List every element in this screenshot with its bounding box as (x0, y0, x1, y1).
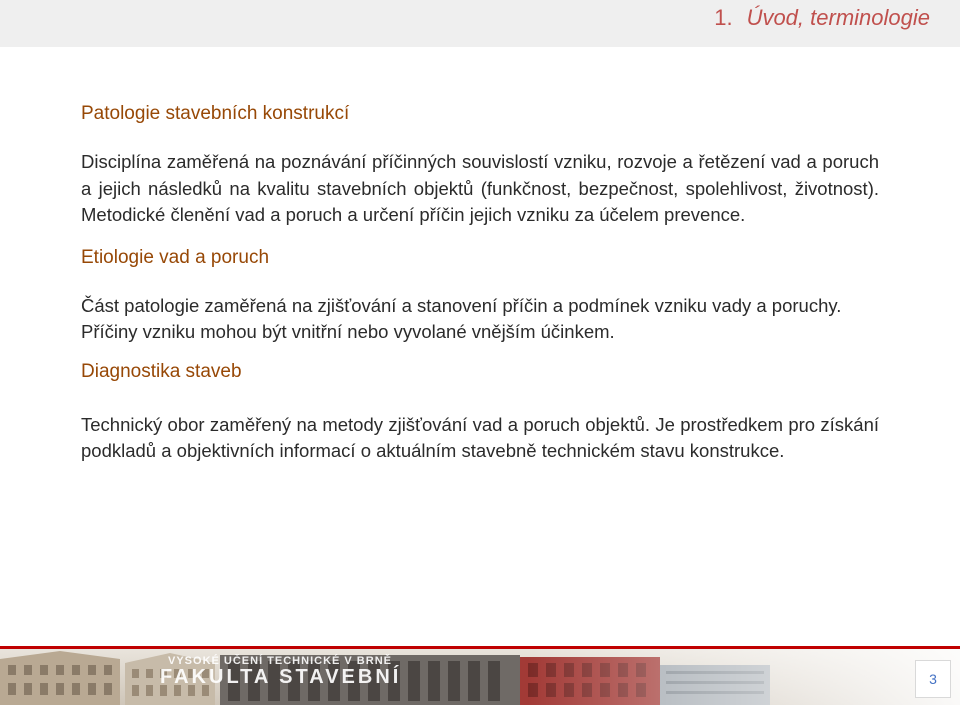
page-number: 3 (915, 660, 951, 698)
section-text-diagnostics: Technický obor zaměřený na metody zjišťování vad a poruch objektů. Je prostředkem pro získání podkladů a objektivních informací o aktuálním stavebně technickém stavu konstrukce. (81, 413, 879, 461)
section-heading-diagnostics: Diagnostika staveb (81, 360, 242, 382)
section-heading-etiology: Etiologie vad a poruch (81, 246, 270, 268)
logo-line-2: FAKULTA STAVEBNÍ (160, 666, 402, 688)
slide-content (81, 102, 879, 465)
section-text-pathology: Disciplína zaměřená na poznávání příčinných souvislostí vzniku, rozvoje a řetězení vad a poruch a jejich následků na kvalitu stavebních objektů (funkčnost, bezpečnost, spolehlivost, životnost). Metodické členění vad a poruch a určení příčin jejich vzniku za účelem prevence. (81, 151, 879, 225)
header-band (0, 0, 960, 47)
faculty-building-banner (0, 649, 960, 705)
section-heading-pathology: Patologie stavebních konstrukcí (81, 103, 350, 124)
slide-title (714, 5, 930, 31)
footer (0, 646, 960, 705)
logo-line-1: VYSOKÉ UČENÍ TECHNICKÉ V BRNĚ (168, 655, 392, 667)
slide-title-number: 1. (714, 5, 733, 30)
slide-title-text: Úvod, terminologie (746, 5, 930, 30)
section-text-etiology: Část patologie zaměřená na zjišťování a stanovení příčin a podmínek vzniku vady a poruchy. Příčiny vzniku mohou být vnitřní nebo vyvolané vnějším účinkem. (81, 294, 842, 342)
